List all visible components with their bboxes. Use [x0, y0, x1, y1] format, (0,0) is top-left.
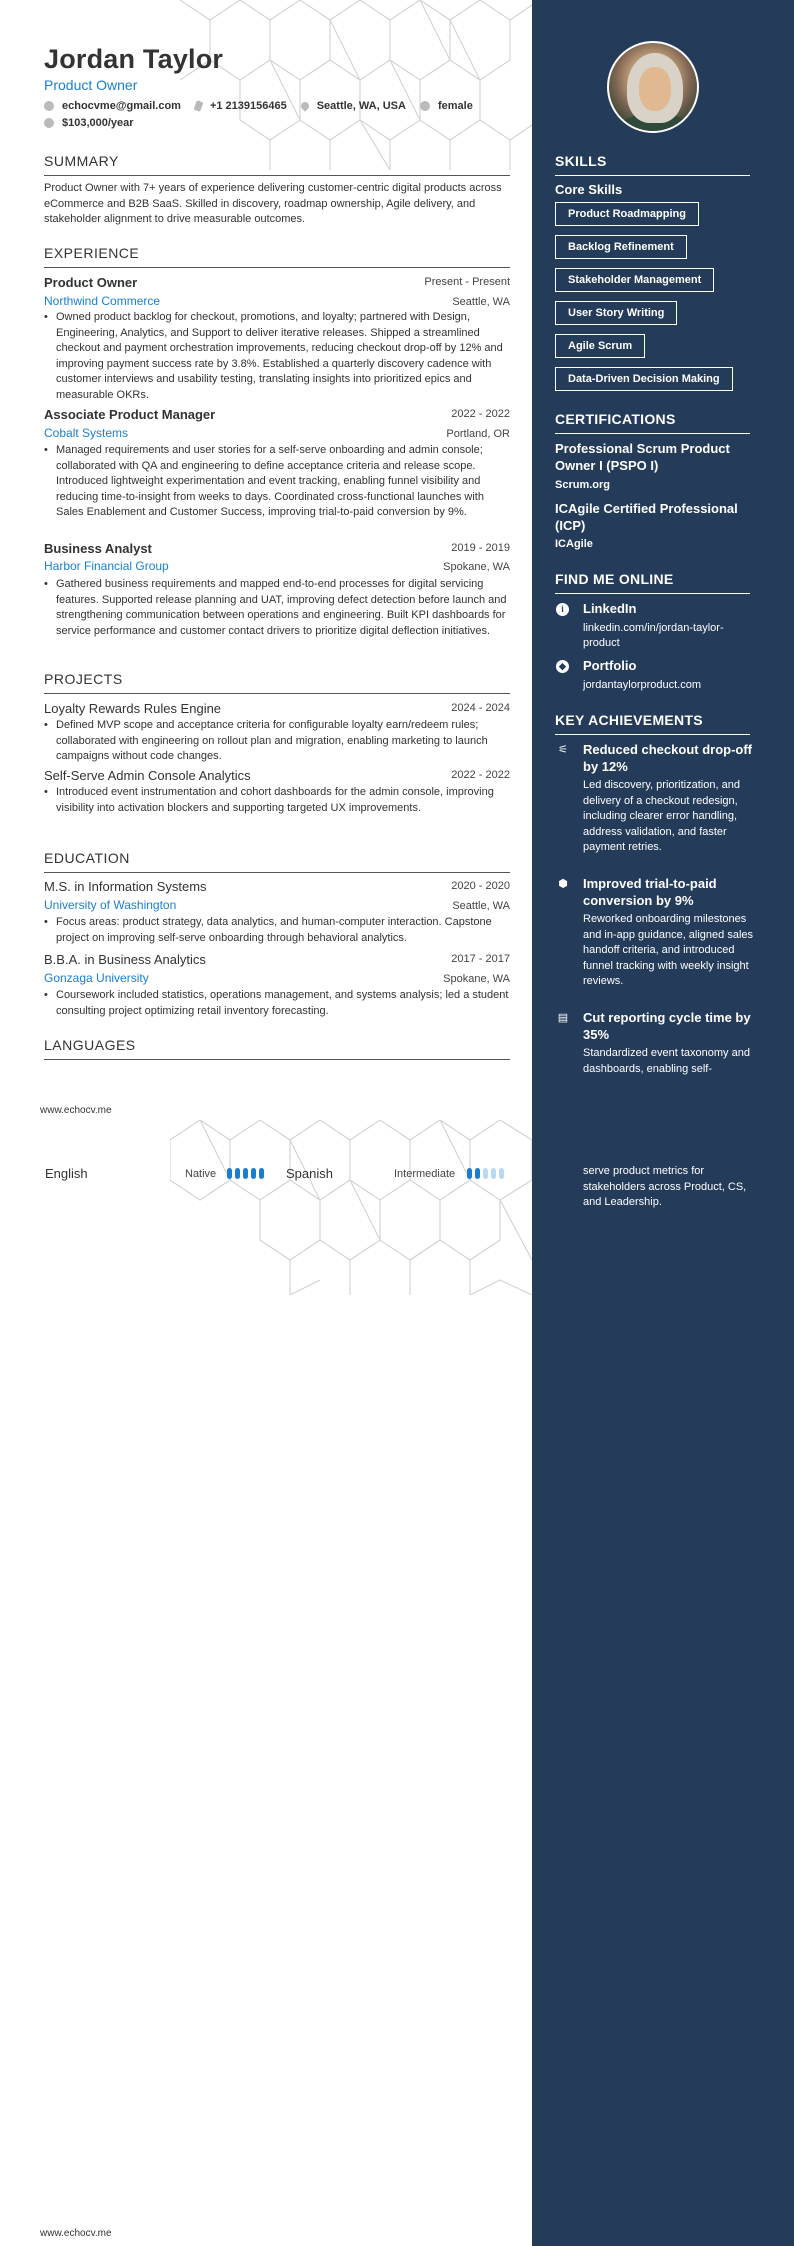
- rating-dot: [235, 1168, 240, 1179]
- header-pattern: [170, 0, 532, 170]
- certification-org: ICAgile: [555, 538, 593, 550]
- language-rating: [227, 1168, 267, 1179]
- school-name: University of Washington: [44, 898, 177, 912]
- job-title: Product Owner: [44, 275, 138, 290]
- gender-text: female: [437, 100, 473, 112]
- skill-tag: Agile Scrum: [555, 334, 645, 358]
- language-rating: [467, 1168, 507, 1179]
- achievement-title: Reduced checkout drop-off by 12%: [583, 742, 753, 774]
- job-bullet: • Owned product backlog for checkout, promotions, and loyalty; partnered with Design, Engineering, Analytics, and Support to deliver iterative releases. Shipped a streamlined checkout and payment orchestration improvements, reducing checkout drop-off by 12% and improving payment success rate by 3.8%. Established a quarterly discovery cadence with customer interviews and usability testing, translating insights into prioritized epics and measurable OKRs.: [44, 310, 510, 403]
- footer-url[interactable]: www.echocv.me: [40, 1105, 112, 1116]
- job-date: 2019 - 2019: [451, 542, 510, 554]
- summary-text: Product Owner with 7+ years of experience delivering customer-centric digital products across eCommerce and B2B SaaS. Skilled in discovery, roadmap ownership, Agile delivery, and stakeholder alignment to drive measurable outcomes.: [44, 182, 502, 225]
- skill-tag: Backlog Refinement: [555, 235, 687, 259]
- school-location: Spokane, WA: [443, 973, 510, 985]
- phone-item[interactable]: [195, 100, 287, 112]
- job-date: 2022 - 2022: [451, 408, 510, 420]
- job-company: Harbor Financial Group: [44, 559, 169, 573]
- school-name: Gonzaga University: [44, 971, 149, 985]
- core-skills-label: Core Skills: [555, 182, 623, 197]
- education-bullet: • Coursework included statistics, operations management, and systems analysis; led a student consulting project optimizing retail inventory forecasting.: [44, 988, 510, 1019]
- email-icon: [44, 101, 54, 111]
- job-title: Associate Product Manager: [44, 407, 216, 422]
- job-location: Portland, OR: [446, 428, 510, 440]
- rating-dot: [259, 1168, 264, 1179]
- job-bullet: • Managed requirements and user stories for a self-serve onboarding and admin console; collaborated with QA and engineering to define acceptance criteria and release scope. Introduced lightweight experimentation and event tracking, enabling funnel visibility and reducing time-to-insight from weeks to days. Coordinated cross-functional launches with Sales Enablement and Customer Success, improving trial-to-paid conversion by 9%.: [44, 443, 510, 521]
- degree-title: M.S. in Information Systems: [44, 879, 207, 894]
- language-name: Spanish: [286, 1166, 333, 1181]
- rating-dot: [499, 1168, 504, 1179]
- project-bullet: • Defined MVP scope and acceptance criteria for configurable loyalty earn/redeem rules; collaborated with engineering on rollout plan and migration, enabling marketing to launch campaigns without code changes.: [44, 718, 510, 765]
- contact-row-2: [44, 117, 148, 129]
- job-bullet: • Gathered business requirements and mapped end-to-end processes for digital servicing features. Supported release planning and UAT, improving defect detection before launch and strengthening communication between operations and engineering. Built KPI dashboards for service performance and customer contact drivers to prioritize digital deflection initiatives.: [44, 577, 510, 639]
- degree-date: 2020 - 2020: [451, 880, 510, 892]
- footer-url[interactable]: www.echocv.me: [40, 2228, 112, 2239]
- rating-dot: [227, 1168, 232, 1179]
- projects-heading: PROJECTS: [44, 671, 510, 694]
- skill-tag: Product Roadmapping: [555, 202, 699, 226]
- job-location: Seattle, WA: [452, 296, 510, 308]
- location-pin-icon: [299, 100, 310, 111]
- skills-heading: SKILLS: [555, 153, 750, 176]
- certification-title: ICAgile Certified Professional (ICP): [555, 501, 738, 533]
- email-item[interactable]: [44, 100, 181, 112]
- skill-tag: User Story Writing: [555, 301, 677, 325]
- portfolio-link[interactable]: jordantaylorproduct.com: [583, 679, 702, 691]
- languages-heading: LANGUAGES: [44, 1037, 510, 1060]
- cube-icon: ⬢: [558, 878, 568, 890]
- skill-tag: Stakeholder Management: [555, 268, 714, 292]
- candidate-role: Product Owner: [44, 77, 138, 93]
- achievement-desc-continued: serve product metrics for stakeholders across Product, CS, and Leadership.: [583, 1165, 747, 1208]
- education-heading: EDUCATION: [44, 850, 510, 873]
- job-title: Business Analyst: [44, 541, 152, 556]
- achievement-desc: Reworked onboarding milestones and in-app guidance, aligned sales handoff criteria, and introduced funnel tracking with weekly insight reviews.: [583, 913, 754, 987]
- project-date: 2024 - 2024: [451, 702, 510, 714]
- location-item: [301, 100, 406, 112]
- experience-heading: EXPERIENCE: [44, 245, 510, 268]
- language-level: Native: [185, 1168, 217, 1180]
- project-bullet: • Introduced event instrumentation and cohort dashboards for the admin console, improving visibility into activation blockers and supporting targeted UX improvements.: [44, 785, 510, 816]
- project-title: Loyalty Rewards Rules Engine: [44, 701, 222, 716]
- portfolio-label: Portfolio: [583, 658, 637, 673]
- person-icon: [420, 101, 430, 111]
- footer-pattern: [170, 1120, 532, 1295]
- job-company: Northwind Commerce: [44, 294, 161, 308]
- rating-dot: [243, 1168, 248, 1179]
- salary-text: $103,000/year: [62, 117, 134, 129]
- linkedin-label: LinkedIn: [583, 601, 637, 616]
- degree-date: 2017 - 2017: [451, 953, 510, 965]
- achievement-title: Cut reporting cycle time by 35%: [583, 1010, 751, 1042]
- phone-icon: [193, 100, 203, 112]
- achievement-desc: Standardized event taxonomy and dashboards, enabling self-: [583, 1047, 750, 1075]
- salary-item: [44, 117, 134, 129]
- contact-row-1: [44, 100, 487, 112]
- salary-icon: [44, 118, 54, 128]
- avatar: [607, 41, 699, 133]
- linkedin-link[interactable]: linkedin.com/in/jordan-taylor-product: [583, 622, 724, 649]
- summary-heading: SUMMARY: [44, 153, 510, 176]
- education-bullet: • Focus areas: product strategy, data analytics, and human-computer interaction. Capstone project on improving self-serve onboarding through behavioral analytics.: [44, 915, 510, 946]
- school-location: Seattle, WA: [452, 900, 510, 912]
- gender-item: [420, 100, 473, 112]
- email-text: echocvme@gmail.com: [62, 100, 181, 112]
- portfolio-icon: ◆: [556, 660, 569, 673]
- job-company: Cobalt Systems: [44, 426, 129, 440]
- language-name: English: [45, 1166, 88, 1181]
- certification-title: Professional Scrum Product Owner I (PSPO I): [555, 441, 730, 473]
- certification-org: Scrum.org: [555, 479, 611, 491]
- location-text: Seattle, WA, USA: [316, 100, 406, 112]
- achievement-desc: Led discovery, prioritization, and delivery of a checkout redesign, including clearer error handling, address validation, and faster payment retries.: [583, 779, 740, 853]
- job-location: Spokane, WA: [443, 561, 510, 573]
- key-achievements-heading: KEY ACHIEVEMENTS: [555, 712, 750, 735]
- skill-tag: Data-Driven Decision Making: [555, 367, 733, 391]
- find-me-online-heading: FIND ME ONLINE: [555, 571, 750, 594]
- linkedin-icon: i: [556, 603, 569, 616]
- document-icon: ▤: [557, 1012, 569, 1024]
- achievement-title: Improved trial-to-paid conversion by 9%: [583, 876, 717, 908]
- rating-dot: [491, 1168, 496, 1179]
- sliders-icon: ⚟: [558, 744, 568, 756]
- certifications-heading: CERTIFICATIONS: [555, 411, 750, 434]
- language-level: Intermediate: [394, 1168, 456, 1180]
- candidate-name: Jordan Taylor: [44, 44, 224, 74]
- rating-dot: [475, 1168, 480, 1179]
- rating-dot: [467, 1168, 472, 1179]
- phone-text: +1 2139156465: [209, 100, 287, 112]
- degree-title: B.B.A. in Business Analytics: [44, 952, 206, 967]
- project-date: 2022 - 2022: [451, 769, 510, 781]
- project-title: Self-Serve Admin Console Analytics: [44, 768, 251, 783]
- job-date: Present - Present: [424, 276, 510, 288]
- rating-dot: [251, 1168, 256, 1179]
- rating-dot: [483, 1168, 488, 1179]
